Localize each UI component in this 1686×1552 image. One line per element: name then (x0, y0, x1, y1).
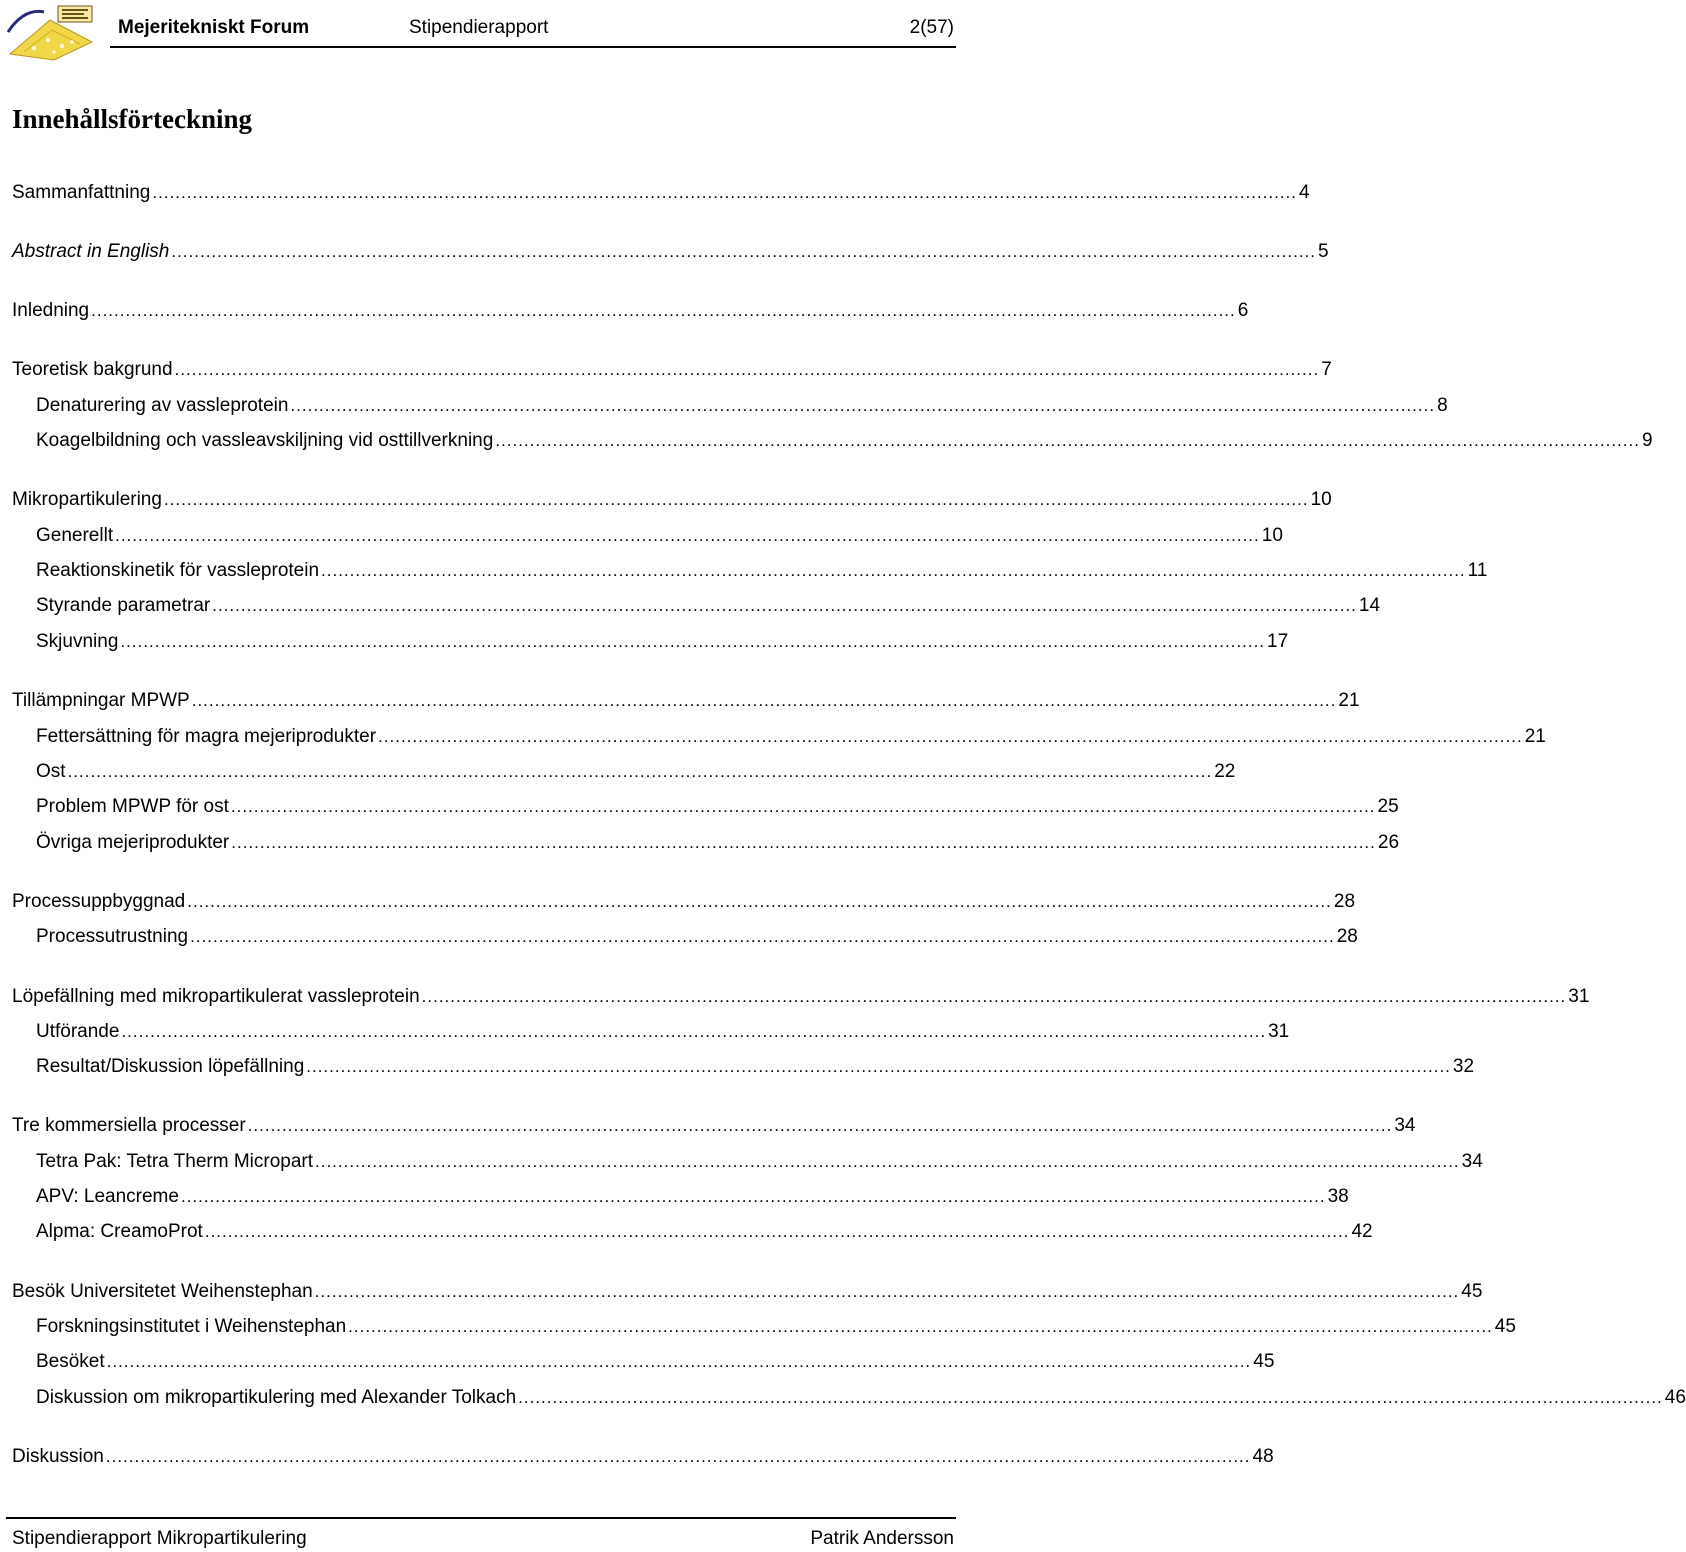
toc-entry-page: 45 (1253, 1351, 1275, 1372)
toc-entry-page: 21 (1338, 690, 1360, 711)
toc-entry[interactable] (12, 240, 1329, 264)
toc-dot-leader: ........................................................................................................................................................................................................ (152, 183, 1297, 202)
toc-dot-leader: ........................................................................................................................................................................................................ (190, 927, 1335, 946)
toc-dot-leader: ........................................................................................................................................................................................................ (247, 1116, 1393, 1135)
toc-dot-leader: ........................................................................................................................................................................................................ (163, 490, 1309, 509)
toc-entry-page: 45 (1494, 1316, 1516, 1337)
toc-entry-label: Inledning (12, 300, 90, 321)
toc-entry-page: 6 (1237, 300, 1249, 321)
toc-entry-label: Teoretisk bakgrund (12, 359, 173, 380)
toc-entry-label: Övriga mejeriprodukter (36, 832, 230, 853)
toc-entry[interactable] (36, 429, 1653, 453)
toc-dot-leader: ........................................................................................................................................................................................................ (67, 762, 1213, 781)
toc-entry[interactable] (12, 985, 1590, 1009)
toc-entry-label: Resultat/Diskussion löpefällning (36, 1056, 305, 1077)
toc-entry-label: Löpefällning med mikropartikulerat vassleprotein (12, 986, 420, 1007)
toc-dot-leader: ........................................................................................................................................................................................................ (495, 431, 1640, 450)
toc-entry-label: Abstract in English (12, 241, 170, 262)
toc-entry-page: 31 (1568, 986, 1590, 1007)
toc-dot-leader: ........................................................................................................................................................................................................ (120, 632, 1266, 651)
toc-entry-label: Mikropartikulering (12, 489, 162, 510)
toc-entry-label: Sammanfattning (12, 182, 151, 203)
toc-entry-label: Tetra Pak: Tetra Therm Micropart (36, 1151, 314, 1172)
toc-entry-page: 48 (1252, 1446, 1274, 1467)
toc-entry-label: Tillämpningar MPWP (12, 690, 190, 711)
toc-entry-label: Generellt (36, 525, 114, 546)
toc-entry-label: Tre kommersiella processer (12, 1115, 246, 1136)
toc-entry-label: Koagelbildning och vassleavskiljning vid osttillverkning (36, 430, 494, 451)
toc-entry-page: 31 (1268, 1021, 1290, 1042)
toc-entry-label: Utförande (36, 1021, 120, 1042)
toc-entry-page: 8 (1437, 395, 1448, 416)
toc-entry[interactable] (36, 630, 1289, 654)
toc-entry-page: 42 (1351, 1221, 1373, 1242)
toc-dot-leader: ........................................................................................................................................................................................................ (518, 1388, 1663, 1407)
toc-entry-label: Processuppbyggnad (12, 891, 186, 912)
footer-author: Patrik Andersson (810, 1528, 954, 1549)
header-page-number: 2(57) (909, 17, 954, 38)
toc-entry-label: Forskningsinstitutet i Weihenstephan (36, 1316, 347, 1337)
toc-entry-label: Besök Universitetet Weihenstephan (12, 1281, 313, 1302)
toc-dot-leader: ........................................................................................................................................................................................................ (105, 1447, 1251, 1466)
toc-entry-label: Problem MPWP för ost (36, 796, 229, 817)
toc-dot-leader: ........................................................................................................................................................................................................ (231, 833, 1376, 852)
toc-entry[interactable] (36, 725, 1546, 749)
toc-entry[interactable] (36, 1055, 1475, 1079)
toc-entry-page: 25 (1377, 796, 1399, 817)
toc-dot-leader: ........................................................................................................................................................................................................ (314, 1282, 1460, 1301)
toc-entry[interactable] (12, 1280, 1483, 1304)
toc-entry-page: 32 (1452, 1056, 1475, 1077)
toc-dot-leader: ........................................................................................................................................................................................................ (321, 561, 1466, 580)
toc-dot-leader: ........................................................................................................................................................................................................ (191, 691, 1337, 710)
toc-dot-leader: ........................................................................................................................................................................................................ (378, 727, 1523, 746)
toc-entry[interactable] (12, 1445, 1274, 1469)
toc-dot-leader: ........................................................................................................................................................................................................ (212, 596, 1357, 615)
toc-entry[interactable] (12, 689, 1360, 713)
toc-dot-leader: ........................................................................................................................................................................................................ (180, 1187, 1326, 1206)
toc-entry-label: APV: Leancreme (36, 1186, 179, 1207)
toc-entry-label: Skjuvning (36, 631, 119, 652)
toc-entry-page: 14 (1358, 595, 1381, 616)
toc-entry-page: 10 (1310, 489, 1332, 510)
toc-entry[interactable] (36, 795, 1399, 819)
toc-entry-label: Ost (36, 761, 66, 782)
toc-entry-page: 5 (1318, 241, 1329, 262)
footer-report-title: Stipendierapport Mikropartikulering (12, 1528, 307, 1549)
toc-dot-leader: ........................................................................................................................................................................................................ (106, 1352, 1252, 1371)
toc-entry-page: 28 (1333, 891, 1356, 912)
toc-entry-page: 34 (1461, 1151, 1483, 1172)
toc-entry-label: Diskussion (12, 1446, 104, 1467)
toc-entry[interactable] (36, 925, 1358, 949)
toc-entry-label: Alpma: CreamoProt (36, 1221, 203, 1242)
toc-entry[interactable] (36, 1315, 1516, 1339)
toc-dot-leader: ........................................................................................................................................................................................................ (230, 797, 1376, 816)
toc-entry-label: Fettersättning för magra mejeriprodukter (36, 726, 377, 747)
toc-entry-label: Diskussion om mikropartikulering med Alexander Tolkach (36, 1387, 517, 1408)
toc-dot-leader: ........................................................................................................................................................................................................ (306, 1057, 1451, 1076)
toc-dot-leader: ........................................................................................................................................................................................................ (121, 1022, 1267, 1041)
toc-entry-page: 10 (1261, 525, 1283, 546)
footer-divider (6, 1517, 956, 1519)
toc-entry[interactable] (36, 559, 1488, 583)
toc-entry-page: 11 (1467, 560, 1488, 581)
toc-entry-label: Styrande parametrar (36, 595, 211, 616)
toc-entry-page: 17 (1267, 631, 1289, 652)
toc-dot-leader: ........................................................................................................................................................................................................ (421, 987, 1567, 1006)
toc-entry-label: Besöket (36, 1351, 105, 1372)
toc-dot-leader: ........................................................................................................................................................................................................ (348, 1317, 1493, 1336)
header-report-title: Stipendierapport (409, 17, 549, 38)
toc-dot-leader: ........................................................................................................................................................................................................ (204, 1222, 1350, 1241)
toc-dot-leader: ........................................................................................................................................................................................................ (187, 892, 1332, 911)
toc-entry-page: 26 (1377, 832, 1400, 853)
toc-entry[interactable] (12, 1114, 1416, 1138)
toc-entry-page: 28 (1336, 926, 1358, 947)
toc-entry[interactable] (36, 1220, 1373, 1244)
toc-entry[interactable] (36, 1350, 1275, 1374)
toc-dot-leader: ........................................................................................................................................................................................................ (91, 301, 1236, 320)
header-forum-title: Mejeritekniskt Forum (118, 17, 310, 38)
toc-dot-leader: ........................................................................................................................................................................................................ (171, 242, 1316, 261)
toc-entry-label: Reaktionskinetik för vassleprotein (36, 560, 320, 581)
toc-entry-page: 4 (1299, 182, 1310, 203)
toc-entry[interactable] (12, 358, 1332, 382)
toc-entry-page: 45 (1461, 1281, 1483, 1302)
toc-entry-label: Denaturering av vassleprotein (36, 395, 289, 416)
toc-dot-leader: ........................................................................................................................................................................................................ (115, 526, 1260, 545)
toc-title: Innehållsförteckning (12, 104, 253, 134)
toc-entry[interactable] (36, 831, 1400, 855)
toc-entry[interactable] (12, 890, 1356, 914)
toc-entry[interactable] (36, 1150, 1483, 1174)
toc-entry[interactable] (36, 1386, 1686, 1410)
toc-entry-page: 21 (1524, 726, 1546, 747)
toc-dot-leader: ........................................................................................................................................................................................................ (315, 1152, 1460, 1171)
toc-entry[interactable] (12, 488, 1332, 512)
toc-dot-leader: ........................................................................................................................................................................................................ (174, 360, 1320, 379)
toc-entry-page: 7 (1321, 359, 1332, 380)
toc-entry-page: 38 (1327, 1186, 1349, 1207)
toc-entry[interactable] (36, 394, 1448, 418)
toc-entry-page: 46 (1664, 1387, 1686, 1408)
toc-entry-page: 22 (1214, 761, 1236, 782)
toc-entry[interactable] (36, 524, 1283, 548)
toc-dot-leader: ........................................................................................................................................................................................................ (290, 396, 1436, 415)
toc-entry[interactable] (12, 299, 1249, 323)
toc-entry[interactable] (36, 760, 1236, 784)
toc-entry[interactable] (36, 1185, 1349, 1209)
toc-entry[interactable] (12, 181, 1310, 205)
toc-entry-page: 34 (1394, 1115, 1416, 1136)
toc-entry[interactable] (36, 1020, 1290, 1044)
toc-entry-page: 9 (1641, 430, 1653, 451)
toc-entry[interactable] (36, 594, 1381, 618)
toc-entry-label: Processutrustning (36, 926, 189, 947)
